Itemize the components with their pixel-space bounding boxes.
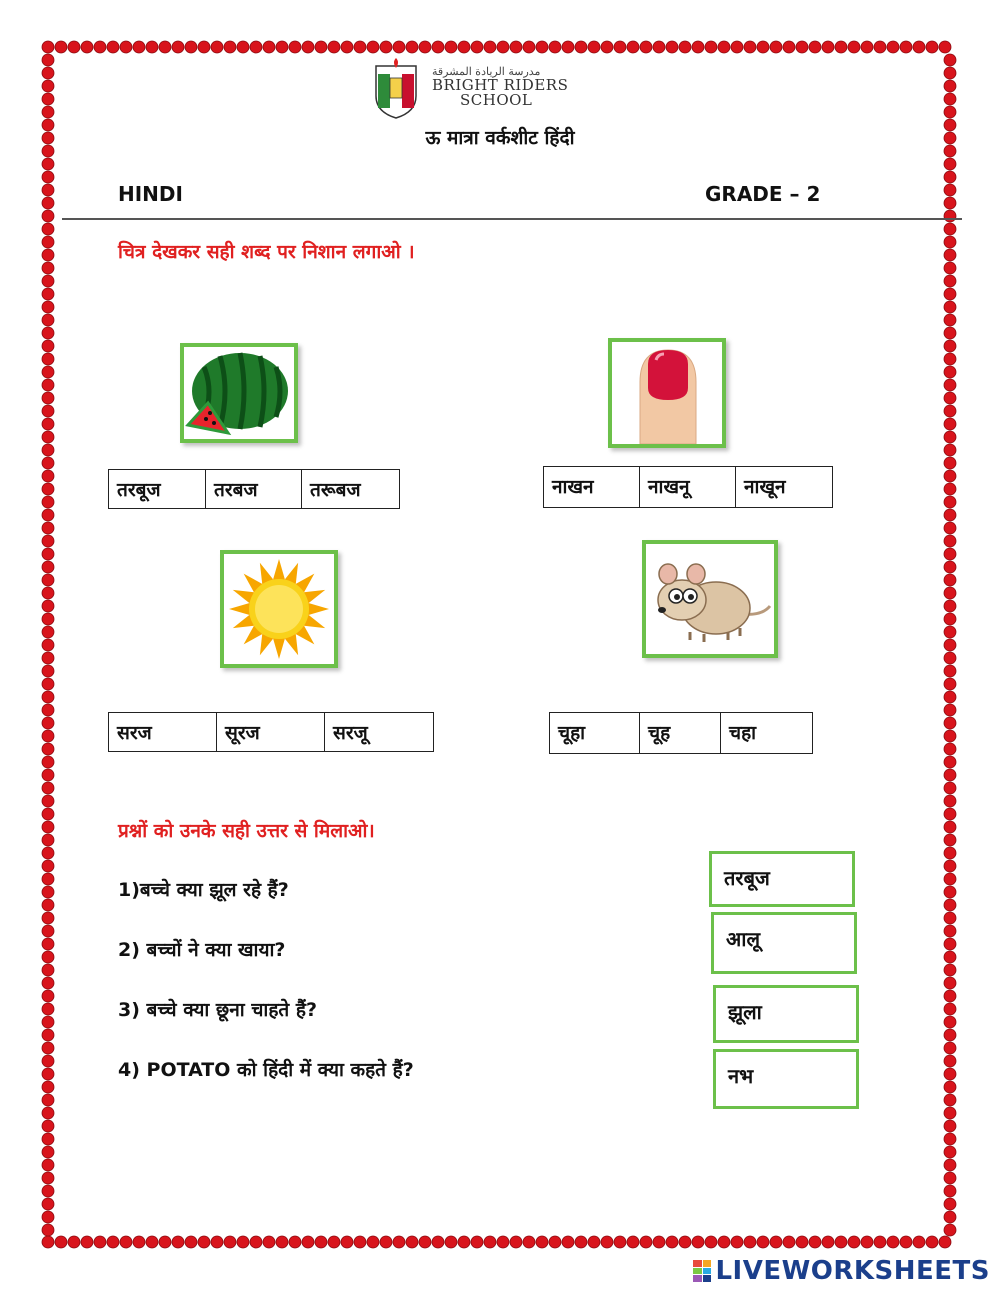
watermelon-icon — [184, 347, 294, 439]
mouse-picture — [642, 540, 778, 658]
answer-box-1[interactable]: तरबूज — [709, 851, 855, 907]
school-name — [432, 66, 568, 109]
school-name-line2: SCHOOL — [460, 91, 533, 110]
school-name-arabic: مدرسة الريادة المشرقة — [432, 65, 541, 78]
watermark-text: LIVEWORKSHEETS — [715, 1256, 990, 1286]
option-word[interactable]: सरज — [109, 713, 217, 751]
watermelon-picture — [180, 343, 298, 443]
answer-box-4[interactable]: नभ — [713, 1049, 859, 1109]
section2-instruction: प्रश्नों को उनके सही उत्तर से मिलाओ। — [118, 820, 375, 842]
option-word[interactable]: सरजू — [333, 722, 368, 744]
grade-label: GRADE – 2 — [705, 182, 821, 206]
liveworksheets-watermark — [693, 1256, 990, 1286]
option-word[interactable]: नाखून — [744, 476, 786, 498]
option-word[interactable]: नाखनू — [640, 467, 736, 507]
option-word[interactable]: चूहा — [550, 713, 640, 753]
option-word[interactable]: सूरज — [217, 713, 325, 751]
header-divider — [62, 218, 962, 220]
fingernail-picture — [608, 338, 726, 448]
sun-icon — [224, 554, 334, 664]
option-word[interactable]: तरूबज — [310, 479, 361, 501]
answer-box-3[interactable]: झूला — [713, 985, 859, 1043]
option-word[interactable]: तरबूज — [109, 470, 206, 508]
sun-options — [108, 712, 434, 752]
answer-box-2[interactable]: आलू — [711, 912, 857, 974]
watermelon-options — [108, 469, 400, 509]
question-1: 1)बच्चे क्या झूल रहे हैं? — [118, 879, 289, 901]
fingernail-icon — [612, 342, 722, 444]
mouse-icon — [646, 544, 774, 654]
liveworksheets-logo-icon — [693, 1260, 711, 1282]
question-3: 3) बच्चे क्या छूना चाहते हैं? — [118, 999, 317, 1021]
school-name-line1: BRIGHT RIDERS — [432, 75, 569, 94]
mouse-options — [549, 712, 813, 754]
option-word[interactable]: चहा — [729, 722, 757, 744]
option-word[interactable]: चूह — [640, 713, 721, 753]
sun-picture — [220, 550, 338, 668]
question-4: 4) POTATO को हिंदी में क्या कहते हैं? — [118, 1059, 414, 1081]
fingernail-options — [543, 466, 833, 508]
subject-label: HINDI — [118, 182, 183, 206]
option-word[interactable]: नाखन — [544, 467, 640, 507]
question-2: 2) बच्चों ने क्या खाया? — [118, 939, 286, 961]
worksheet-title: ऊ मात्रा वर्कशीट हिंदी — [425, 127, 575, 149]
option-word[interactable]: तरबज — [206, 470, 302, 508]
school-logo-icon — [372, 56, 420, 120]
section1-instruction: चित्र देखकर सही शब्द पर निशान लगाओ । — [118, 241, 415, 263]
